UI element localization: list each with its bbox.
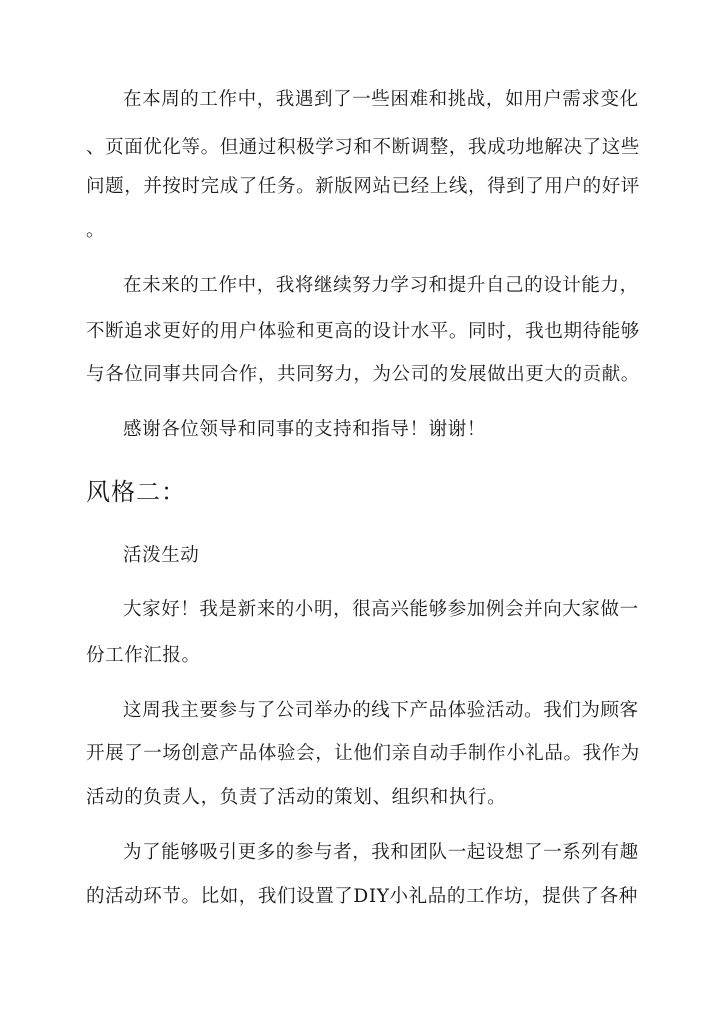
paragraph-5-line-2: 开展了一场创意产品体验会，让他们亲自动手制作小礼品。我作为: [86, 743, 640, 764]
paragraph-1-line-2: 、页面优化等。但通过积极学习和不断调整，我成功地解决了这些: [86, 137, 640, 158]
paragraph-1-line-4: 。: [86, 220, 106, 241]
paragraph-2-line-1: 在未来的工作中，我将继续努力学习和提升自己的设计能力，: [123, 275, 639, 296]
paragraph-5-line-3: 活动的负责人，负责了活动的策划、组织和执行。: [86, 787, 507, 808]
paragraph-1-line-1: 在本周的工作中，我遇到了一些困难和挑战，如用户需求变化: [123, 89, 639, 110]
section-heading: 风格二：: [86, 478, 186, 506]
paragraph-2-line-2: 不断追求更好的用户体验和更高的设计水平。同时，我也期待能够: [86, 321, 640, 342]
paragraph-4-line-1: 大家好！我是新来的小明，很高兴能够参加例会并向大家做一: [123, 599, 639, 620]
paragraph-5-line-1: 这周我主要参与了公司举办的线下产品体验活动。我们为顾客: [123, 700, 639, 721]
paragraph-3-line-1: 感谢各位领导和同事的支持和指导！谢谢！: [123, 419, 486, 440]
section-subtitle: 活泼生动: [123, 545, 200, 566]
paragraph-4-line-2: 份工作汇报。: [86, 645, 201, 666]
paragraph-1-line-3: 问题，并按时完成了任务。新版网站已经上线，得到了用户的好评: [86, 176, 640, 197]
paragraph-6-line-1: 为了能够吸引更多的参与者，我和团队一起设想了一系列有趣: [123, 842, 639, 863]
paragraph-2-line-3: 与各位同事共同合作，共同努力，为公司的发展做出更大的贡献。: [86, 364, 640, 385]
paragraph-6-line-2: 的活动环节。比如，我们设置了DIY小礼品的工作坊，提供了各种: [86, 886, 638, 907]
